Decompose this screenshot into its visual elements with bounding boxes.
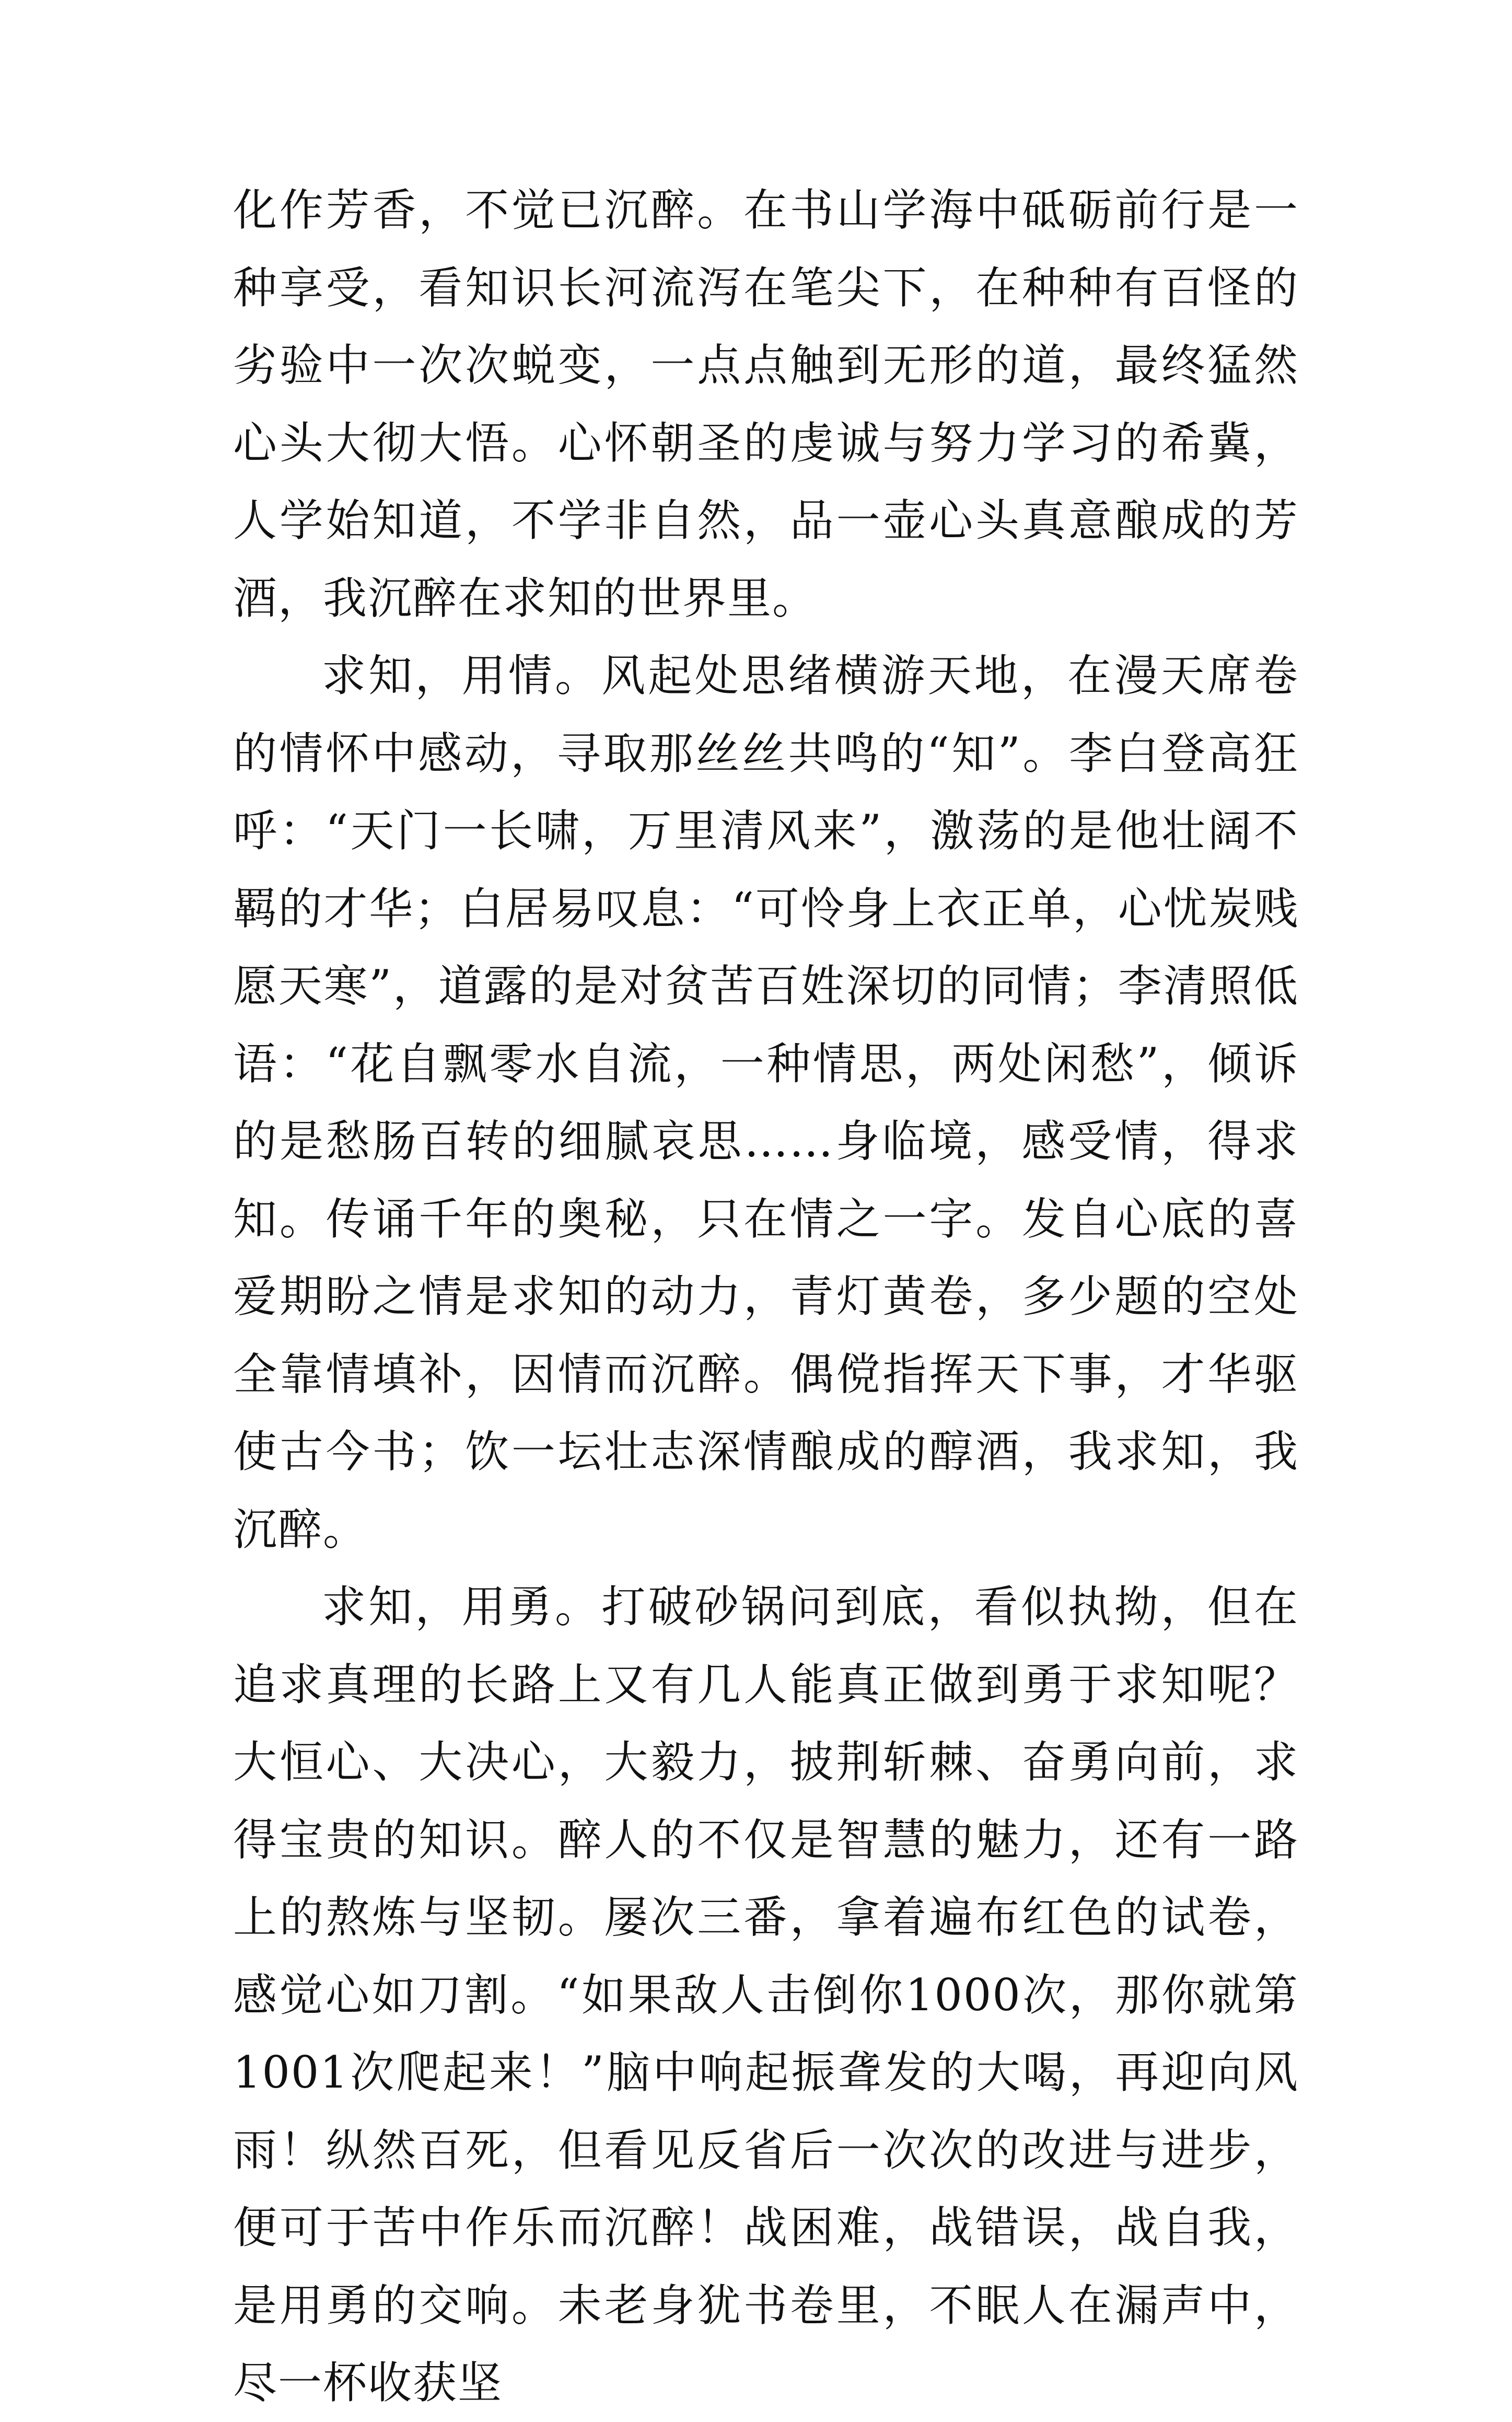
body-text (233, 171, 1299, 2422)
paragraph-2: 求知，用情。风起处思绪横游天地，在漫天席卷的情怀中感动，寻取那丝丝共鸣的“知”。李白登高狂呼：“天门一长啸，万里清风来”，激荡的是他壮阔不羁的才华；白居易叹息：“可怜身上衣正单，心忧炭贱愿天寒”，道露的是对贫苦百姓深切的同情；李清照低语：“花自飘零水自流，一种情思，两处闲愁”，倾诉的是愁肠百转的细腻哀思……身临境，感受情，得求知。传诵千年的奥秘，只在情之一字。发自心底的喜爱期盼之情是求知的动力，青灯黄卷，多少题的空处全靠情填补，因情而沉醉。偶傥指挥天下事，才华驱使古今书；饮一坛壮志深情酿成的醇酒，我求知，我沉醉。 (233, 650, 1299, 1555)
paragraph-3: 求知，用勇。打破砂锅问到底，看似执拗，但在追求真理的长路上又有几人能真正做到勇于求知呢？大恒心、大决心，大毅力，披荆斩棘、奋勇向前，求得宝贵的知识。醉人的不仅是智慧的魅力，还有一路上的熬炼与坚韧。屡次三番，拿着遍布红色的试卷，感觉心如刀割。“如果敌人击倒你1000次，那你就第1001次爬起来！”脑中响起振聋发的大喝，再迎向风雨！纵然百死，但看见反省后一次次的改进与进步，便可于苦中作乐而沉醉！战困难，战错误，战自我，是用勇的交响。未老身犹书卷里，不眠人在漏声中，尽一杯收获坚 (233, 1581, 1299, 2408)
paragraph-1: 化作芳香，不觉已沉醉。在书山学海中砥砺前行是一种享受，看知识长河流泻在笔尖下，在种种有百怪的劣验中一次次蜕变，一点点触到无形的道，最终猛然心头大彻大悟。心怀朝圣的虔诚与努力学习的希冀，人学始知道，不学非自然，品一壶心头真意酿成的芳酒，我沉醉在求知的世界里。 (233, 184, 1299, 624)
